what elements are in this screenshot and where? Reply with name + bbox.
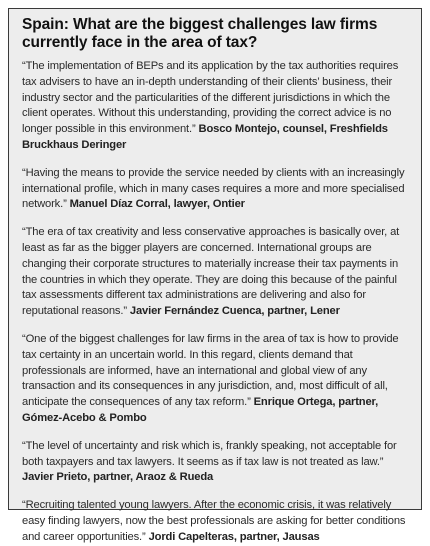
- quote-item: [22, 166, 411, 213]
- quote-text: “The level of uncertainty and risk which is, frankly speaking, not acceptable for both taxpayers and tax lawyers. It seems as if tax law is not treated as law.”: [22, 439, 397, 468]
- quote-item: [22, 332, 411, 427]
- article-panel: [8, 8, 422, 543]
- quote-author: Jordi Capelteras, partner, Jausas: [148, 530, 320, 543]
- quote-author: Enrique Ortega, partner, Gómez-Acebo & Pombo: [22, 396, 379, 424]
- quote-author: Bosco Montejo, counsel, Freshfields Bruckhaus Deringer: [22, 123, 388, 151]
- quote-author: Javier Prieto, partner, Araoz & Rueda: [22, 471, 214, 484]
- quote-item: [22, 59, 411, 154]
- article-title: Spain: What are the biggest challenges law firms currently face in the area of tax?: [22, 16, 378, 51]
- quote-author: Manuel Díaz Corral, lawyer, Ontier: [69, 198, 245, 211]
- quote-text: “One of the biggest challenges for law firms in the area of tax is how to provide tax certainty in an uncertain world. In this regard, clients demand that professionals are informed, have an international and global view of any transaction and its consequences in any jurisdiction, and, most difficult of all, anticipate the consequences of any tax reform.”: [22, 332, 399, 409]
- quote-text: “The implementation of BEPs and its application by the tax authorities requires tax advisers to have an in-depth understanding of their clients’ business, their industry sector and the particularities of the different jurisdictions in which the client operates. Without this understanding, providing the correct advice is no longer possible in this environment.”: [22, 60, 399, 136]
- quote-text: “Recruiting talented young lawyers. After the economic crisis, it was relatively easy finding lawyers, now the best professionals are asking for better conditions and career opportunities.”: [22, 499, 406, 543]
- quote-text: “Having the means to provide the service needed by clients with an increasingly international profile, which in many cases requires a more and more specialised network.”: [22, 166, 405, 211]
- quote-author: Javier Fernández Cuenca, partner, Lener: [129, 305, 340, 318]
- quote-item: [22, 498, 411, 545]
- quote-item: [22, 439, 411, 486]
- quote-text: “The era of tax creativity and less conservative approaches is basically over, at least as far as the bigger players are concerned. International groups are changing their corporate structures to materially increase their tax payments in the countries in which they operate. They are doing this because of the painful tax assessments different tax administrations are delivering and also for reputational reasons.”: [22, 226, 400, 318]
- quote-item: [22, 225, 411, 320]
